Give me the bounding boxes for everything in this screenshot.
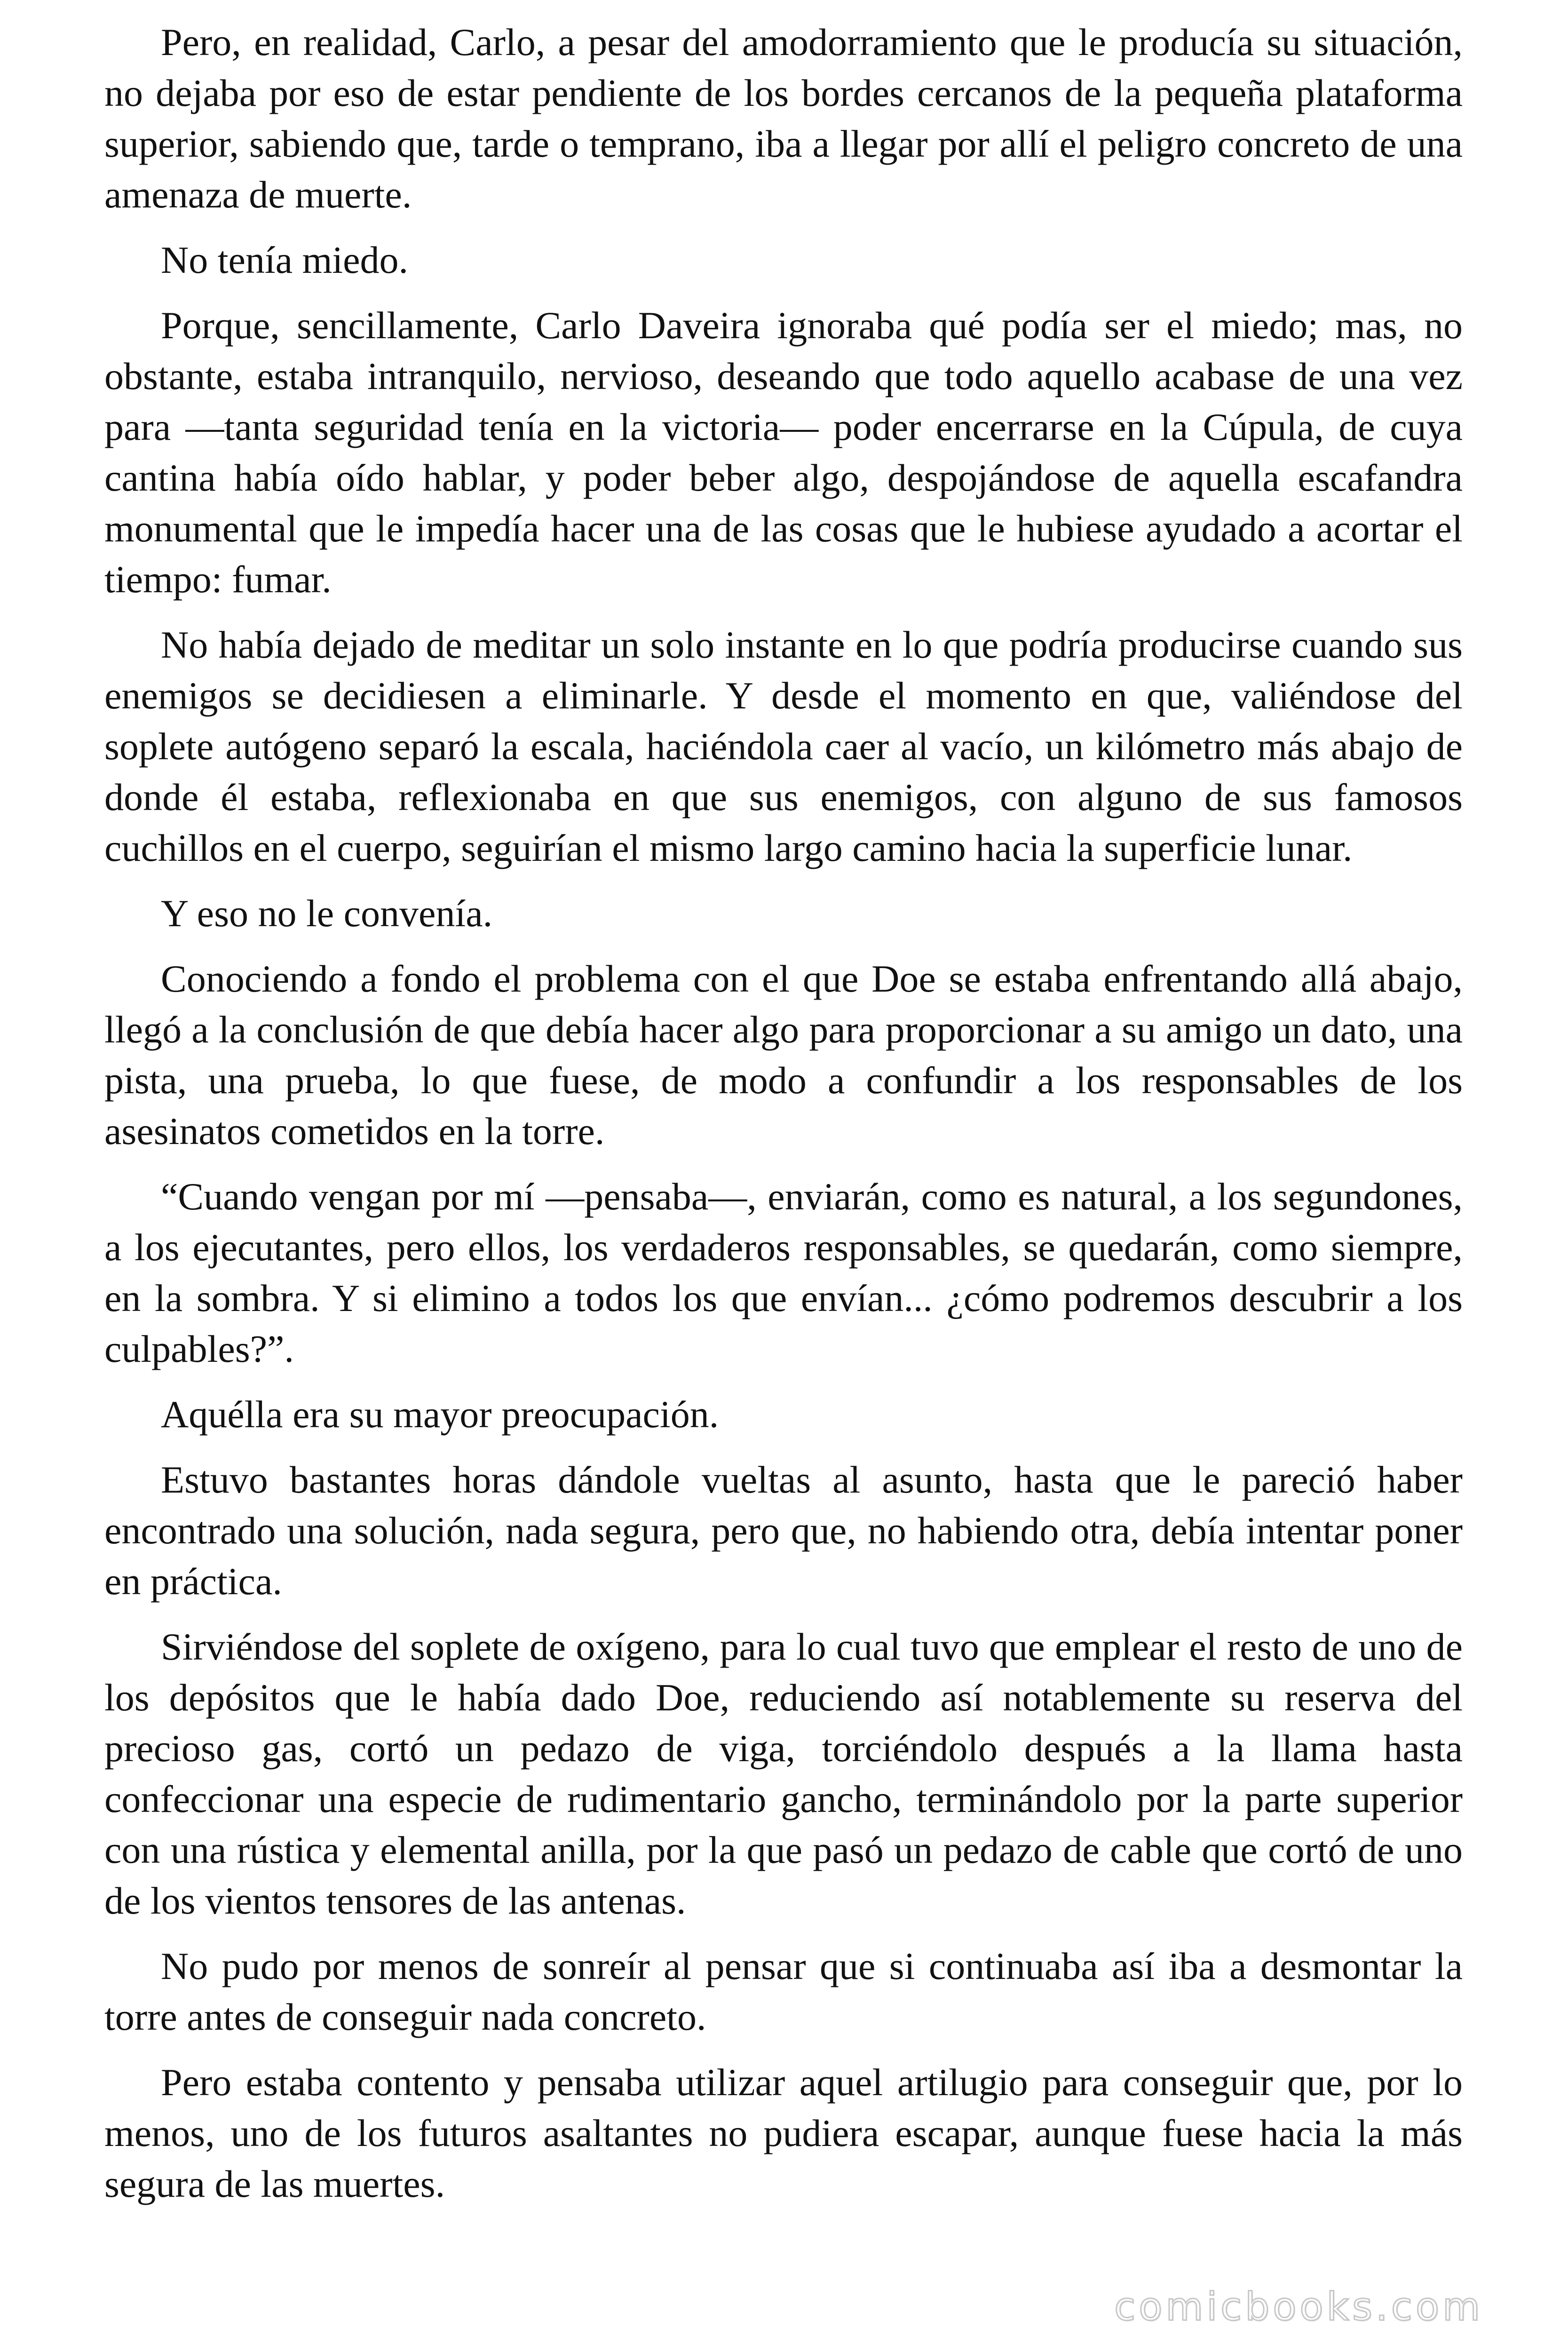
watermark: comicbooks.com [1114,2285,1483,2329]
paragraph: Aquélla era su mayor preocupación. [161,1393,719,1436]
page-body-text [104,17,1463,2224]
paragraph: Sirviéndose del soplete de oxígeno, para lo cual tuvo que emplear el resto de uno de los depósitos que le había dado Doe, reduciendo así notablemente su reserva del precioso gas, cortó un pedazo de viga, torciéndolo después a la llama hasta confeccionar una especie de rudimentario gancho, terminándolo por la parte superior con una rústica y elemental anilla, por la que pasó un pedazo de cable que cortó de uno de los vientos tensores de las antenas. [104,1625,1463,1922]
paragraph: “Cuando vengan por mí —pensaba—, enviarán, como es natural, a los segundones, a los ejecutantes, pero ellos, los verdaderos responsables, se quedarán, como siempre, en la sombra. Y si elimino a todos los que envían... ¿cómo podremos descubrir a los culpables?”. [104,1175,1463,1370]
paragraph: No había dejado de meditar un solo instante en lo que podría producirse cuando sus enemigos se decidiesen a eliminarle. Y desde el momento en que, valiéndose del soplete autógeno separó la escala, haciéndola caer al vacío, un kilómetro más abajo de donde él estaba, reflexionaba en que sus enemigos, con alguno de sus famosos cuchillos en el cuerpo, seguirían el mismo largo camino hacia la superficie lunar. [104,623,1463,869]
paragraph: No pudo por menos de sonreír al pensar que si continuaba así iba a desmontar la torre antes de conseguir nada concreto. [104,1945,1463,2038]
paragraph: Pero estaba contento y pensaba utilizar aquel artilugio para conseguir que, por lo menos, uno de los futuros asaltantes no pudiera escapar, aunque fuese hacia la más segura de las muertes. [104,2061,1463,2205]
paragraph: Estuvo bastantes horas dándole vueltas al asunto, hasta que le pareció haber encontrado una solución, nada segura, pero que, no habiendo otra, debía intentar poner en práctica. [104,1458,1463,1603]
paragraph: Porque, sencillamente, Carlo Daveira ignoraba qué podía ser el miedo; mas, no obstante, estaba intranquilo, nervioso, deseando que todo aquello acabase de una vez para —tanta seguridad tenía en la victoria— poder encerrarse en la Cúpula, de cuya cantina había oído hablar, y poder beber algo, despojándose de aquella escafandra monumental que le impedía hacer una de las cosas que le hubiese ayudado a acortar el tiempo: fumar. [104,304,1463,601]
paragraph: No tenía miedo. [161,238,409,281]
paragraph: Pero, en realidad, Carlo, a pesar del amodorramiento que le producía su situación, no dejaba por eso de estar pendiente de los bordes cercanos de la pequeña plataforma superior, sabiendo que, tarde o temprano, iba a llegar por allí el peligro concreto de una amenaza de muerte. [104,21,1463,216]
paragraph: Conociendo a fondo el problema con el que Doe se estaba enfrentando allá abajo, llegó a la conclusión de que debía hacer algo para proporcionar a su amigo un dato, una pista, una prueba, lo que fuese, de modo a confundir a los responsables de los asesinatos cometidos en la torre. [104,957,1463,1152]
paragraph: Y eso no le convenía. [161,892,493,935]
